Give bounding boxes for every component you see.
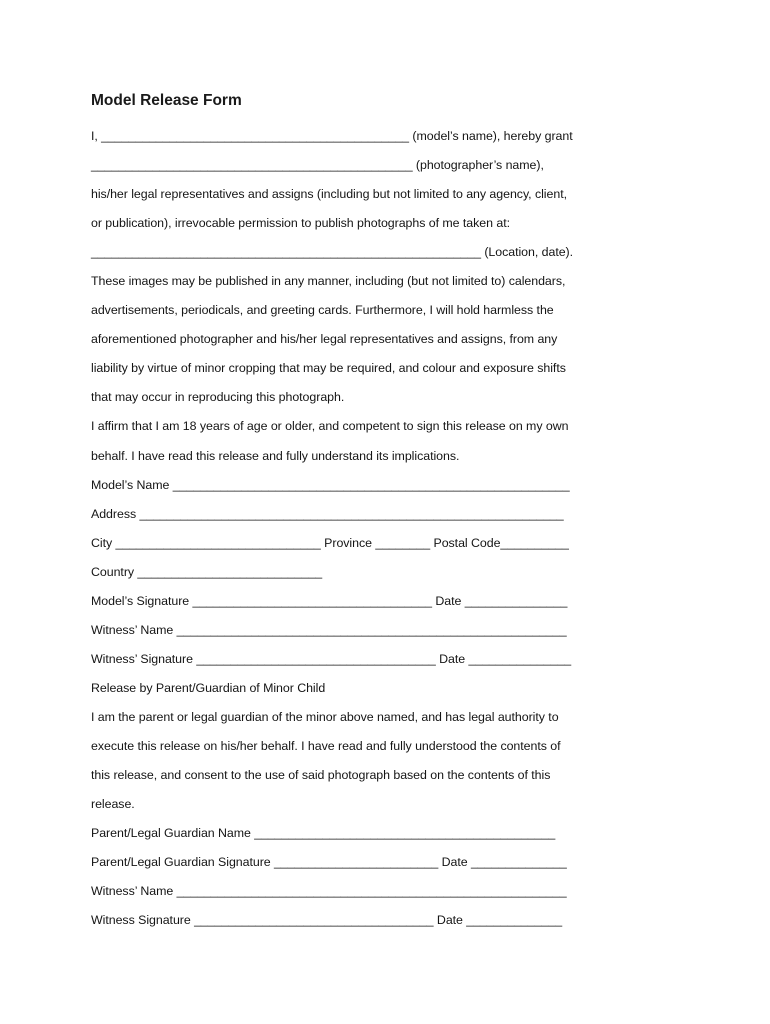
guardian-name-field: Parent/Legal Guardian Name ____________________________________________ [91,826,556,841]
body-text-line: his/her legal representatives and assigns (including but not limited to any agency, client, [91,187,567,202]
witness-signature-field: Witness’ Signature ___________________________________ Date _______________ [91,651,572,666]
models-name-field: Model’s Name __________________________________________________________ [91,477,570,492]
body-text-line: These images may be published in any manner, including (but not limited to) calendars, [91,274,566,289]
guardian-signature-field: Parent/Legal Guardian Signature ________________________ Date ______________ [91,855,567,870]
guardian-text-line: I am the parent or legal guardian of the minor above named, and has legal authority to [91,709,559,724]
body-text-line: advertisements, periodicals, and greeting cards. Furthermore, I will hold harmless the [91,303,554,318]
body-text-line: or publication), irrevocable permission to publish photographs of me taken at: [91,216,510,231]
page-title: Model Release Form [91,92,242,109]
address-field: Address ______________________________________________________________ [91,506,564,521]
guardian-section-heading: Release by Parent/Guardian of Minor Child [91,680,326,695]
country-field: Country ___________________________ [91,564,323,579]
affirmation-line: behalf. I have read this release and fully understand its implications. [91,448,460,463]
city-province-postal-field: City ______________________________ Province ________ Postal Code__________ [91,535,569,550]
body-text-line: aforementioned photographer and his/her legal representatives and assigns, from any [91,332,558,347]
guardian-witness-signature-field: Witness Signature ___________________________________ Date ______________ [91,913,563,928]
models-signature-field: Model’s Signature ___________________________________ Date _______________ [91,593,568,608]
location-date-line: _________________________________________________________ (Location, date). [91,245,574,260]
guardian-text-line: this release, and consent to the use of said photograph based on the contents of this [91,768,551,783]
photographer-name-line: _______________________________________________ (photographer’s name), [91,158,544,173]
guardian-text-line: execute this release on his/her behalf. I have read and fully understood the contents of [91,738,561,753]
body-text-line: liability by virtue of minor cropping that may be required, and colour and exposure shifts [91,361,566,376]
guardian-witness-name-field: Witness’ Name _________________________________________________________ [91,884,567,899]
affirmation-line: I affirm that I am 18 years of age or older, and competent to sign this release on my own [91,419,569,434]
guardian-text-line: release. [91,797,135,812]
body-text-line: that may occur in reproducing this photograph. [91,390,345,405]
document-body [91,126,611,939]
witness-name-field: Witness’ Name _________________________________________________________ [91,622,567,637]
model-name-line: I, _____________________________________________ (model’s name), hereby grant [91,129,573,143]
